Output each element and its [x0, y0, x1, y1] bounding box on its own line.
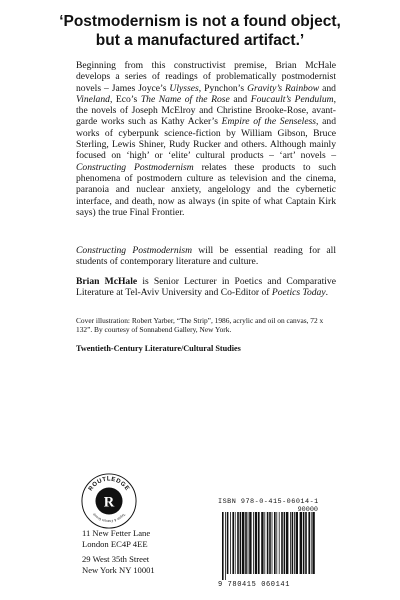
- barcode-bar: [240, 512, 242, 574]
- pull-quote-line-1: ‘Postmodernism is not a found object,: [59, 13, 341, 30]
- ean-digits: 9 780415 060141: [218, 581, 291, 589]
- barcode-bar: [258, 512, 260, 574]
- barcode-bar: [232, 512, 234, 574]
- blurb-title: Vineland: [76, 93, 110, 105]
- barcode-bar: [303, 512, 305, 574]
- barcode-bar: [294, 512, 295, 574]
- pull-quote: [40, 12, 360, 50]
- author-bio-end: .: [325, 287, 329, 299]
- blurb-text: , Eco’s: [109, 93, 141, 105]
- barcode-bar: [312, 512, 314, 574]
- barcode-bar: [222, 512, 224, 580]
- barcode-bar: [311, 512, 312, 574]
- author-bio: [76, 276, 336, 299]
- blurb-text: , and works of cyberpunk science-fiction by William Gibson, Bruce Sterling, Lewis Shiner, Rudy Rucker and others. Although mainly focused on ‘high’ or ‘elite’ cultural products – ‘art’ novels –: [76, 116, 336, 162]
- tagline-title: Constructing Postmodernism: [76, 245, 193, 256]
- barcode-bar: [264, 512, 265, 574]
- tagline-text: will be essential reading for all students of contemporary literature and culture.: [76, 245, 337, 268]
- address-uk: [82, 528, 150, 549]
- address-uk-line-2: London EC4P 4EE: [82, 538, 148, 549]
- barcode-bar: [237, 512, 239, 574]
- barcode-bar: [242, 512, 244, 574]
- barcode-bar: [276, 512, 277, 574]
- barcode-bar: [284, 512, 286, 574]
- blurb-title: Foucault’s Pendulum: [250, 93, 334, 105]
- isbn-barcode: [218, 498, 318, 589]
- cover-credit: Cover illustration: Robert Yarber, “The Strip”, 1986, acrylic and oil on canvas, 72 x 132”. By courtesy of Sonnabend Gallery, New York.: [76, 316, 324, 334]
- blurb-text: and: [229, 93, 251, 105]
- barcode-bar: [300, 512, 302, 574]
- barcode-bar: [286, 512, 288, 574]
- barcode-bar: [305, 512, 307, 574]
- price-code: 90000: [297, 506, 318, 514]
- barcode-bar: [290, 512, 291, 574]
- barcode-bar: [248, 512, 249, 574]
- barcode-bar: [274, 512, 276, 574]
- barcode-bar: [249, 512, 251, 574]
- address-us-line-2: New York NY 10001: [82, 564, 155, 575]
- pull-quote-line-2: but a manufactured artifact.’: [95, 32, 305, 49]
- routledge-logo: [80, 472, 138, 530]
- barcode-bar: [281, 512, 283, 574]
- series-label: Twentieth-Century Literature/Cultural Studies: [76, 344, 241, 353]
- barcode-bar: [267, 512, 269, 574]
- blurb-text: Beginning from this constructivist premise, Brian McHale develops a series of readings of problematically postmodernist novels – James Joyce’s: [76, 60, 336, 94]
- barcode-bar: [253, 512, 254, 574]
- author-name: Brian McHale: [76, 276, 138, 287]
- blurb-text: , Pynchon’s: [198, 82, 248, 94]
- logo-letter: R: [103, 494, 115, 511]
- barcode-bar: [235, 512, 236, 574]
- blurb-title: Constructing Postmodernism: [76, 161, 194, 173]
- blurb-text: relates these products to such phenomena of postmodern culture as television and the cinema, paranoia and nuclear anxiety, angelology and the cybernetic interface, and death, now as always (in spite of what Captain Kirk says) the true Final Frontier.: [76, 161, 337, 218]
- blurb-title: The Name of the Rose: [140, 93, 230, 105]
- barcode-bars: [218, 512, 318, 580]
- barcode-bar: [269, 512, 271, 574]
- barcode-bar: [292, 512, 294, 574]
- isbn-text: ISBN 978-0-415-06014-1: [218, 498, 319, 506]
- tagline: [76, 245, 336, 268]
- barcode-bar: [227, 512, 229, 574]
- address-us: [82, 554, 155, 575]
- author-bio-text: is Senior Lecturer in Poetics and Comparative Literature at Tel-Aviv University and Co-Editor of: [76, 276, 336, 299]
- address-uk-line-1: 11 New Fetter Lane: [82, 528, 151, 538]
- barcode-bar: [261, 512, 263, 574]
- blurb: [76, 60, 336, 218]
- logo-sub-text: Taylor & Francis Group: [91, 512, 127, 524]
- blurb-text: and: [319, 82, 336, 94]
- blurb-title: Gravity’s Rainbow: [247, 82, 320, 94]
- barcode-bar: [255, 512, 257, 574]
- barcode-bar: [245, 512, 247, 574]
- barcode-bar: [296, 512, 298, 574]
- logo-publisher-text: ROUTLEDGE: [87, 476, 131, 493]
- blurb-text: , the novels of Joseph McElroy and Christine Brooke-Rose, avant-garde works such as Kathy Acker’s: [76, 93, 336, 128]
- barcode-bar: [279, 512, 280, 574]
- journal-title: Poetics Today: [271, 287, 326, 299]
- barcode-bar: [308, 512, 310, 574]
- barcode-bar: [272, 512, 273, 574]
- barcode-bar: [225, 512, 226, 580]
- blurb-paragraph: [76, 60, 336, 218]
- blurb-title: Empire of the Senseless: [221, 116, 317, 128]
- blurb-title: Ulysses: [169, 82, 199, 94]
- address-us-line-1: 29 West 35th Street: [82, 554, 150, 564]
- barcode-bar: [230, 512, 231, 574]
